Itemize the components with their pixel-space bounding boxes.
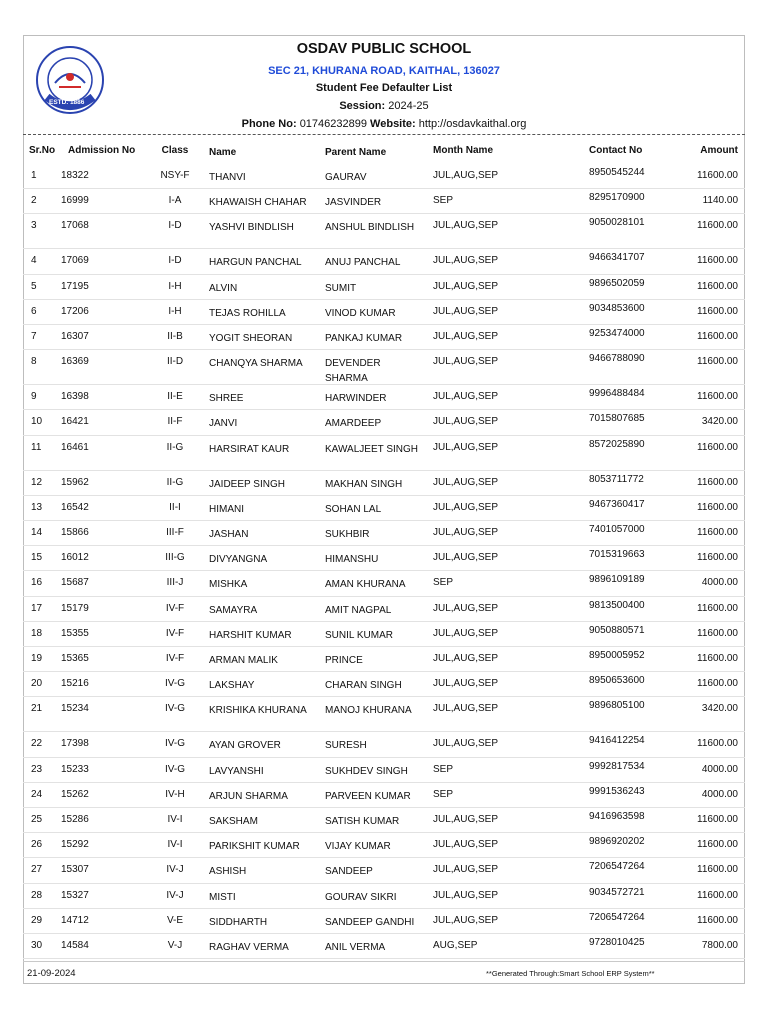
cell-name: JAIDEEP SINGH: [209, 478, 285, 490]
cell-sr: 8: [31, 356, 37, 368]
cell-adm: 14712: [61, 914, 89, 926]
cell-sr: 1: [31, 170, 37, 181]
cell-parent: SUKHDEV SINGH: [325, 765, 408, 777]
cell-sr: 5: [31, 280, 37, 292]
cell-parent: GAURAV: [325, 172, 367, 183]
cell-sr: 2: [31, 195, 37, 207]
cell-amount: 11600.00: [697, 678, 738, 690]
cell-amount: 1140.00: [702, 195, 738, 207]
cell-month: JUL,AUG,SEP: [433, 653, 499, 664]
table-row: [23, 884, 745, 909]
cell-name: ALVIN: [209, 282, 238, 294]
cell-name: PARIKSHIT KUMAR: [209, 841, 300, 853]
table-row: [23, 385, 745, 410]
cell-name: MISHKA: [209, 579, 248, 591]
cell-adm: 16421: [61, 416, 89, 428]
cell-cls: II-D: [166, 356, 184, 368]
cell-contact: 9416963598: [589, 811, 645, 822]
cell-name: JANVI: [209, 418, 238, 430]
cell-name: SAMAYRA: [209, 604, 258, 616]
cell-contact: 8295170900: [589, 192, 645, 204]
cell-parent: HIMANSHU: [325, 554, 379, 566]
cell-cls: II-G: [166, 476, 184, 488]
cell-parent: VINOD KUMAR: [325, 307, 396, 319]
cell-amount: 11600.00: [697, 552, 738, 564]
cell-adm: 15216: [61, 678, 89, 690]
cell-sr: 11: [31, 441, 42, 453]
cell-sr: 10: [31, 416, 43, 428]
cell-amount: 11600.00: [697, 356, 738, 368]
cell-parent: ANIL VERMA: [325, 942, 386, 953]
cell-contact: 7206547264: [589, 911, 645, 923]
cell-sr: 23: [31, 763, 43, 775]
cell-adm: 16398: [61, 391, 89, 403]
cell-adm: 15962: [61, 476, 89, 488]
cell-parent: HARWINDER: [325, 393, 387, 405]
phone-label: Phone No:: [241, 118, 297, 130]
cell-cls: IV-G: [164, 738, 185, 750]
cell-name: MISTI: [209, 891, 236, 903]
cell-contact: 7206547264: [589, 861, 645, 873]
cell-amount: 11600.00: [697, 255, 738, 267]
cell-amount: 3420.00: [701, 416, 738, 428]
cell-sr: 19: [31, 653, 43, 664]
table-row: [23, 471, 745, 496]
cell-cls: IV-F: [165, 602, 185, 614]
cell-parent: ANSHUL BINDLISH: [325, 222, 415, 234]
cell-adm: 17398: [61, 738, 89, 750]
cell-contact: 9991536243: [589, 785, 645, 797]
cell-cls: II-F: [167, 416, 183, 428]
cell-sr: 14: [31, 527, 43, 538]
session-value: 2024-25: [388, 100, 429, 112]
cell-cls: I-D: [168, 255, 182, 267]
cell-contact: 9813500400: [589, 599, 645, 611]
cell-adm: 16012: [61, 552, 89, 564]
cell-month: JUL,AUG,SEP: [433, 552, 499, 564]
contact-line: [23, 118, 745, 130]
col-header-contact: Contact No: [589, 145, 643, 156]
cell-amount: 11600.00: [697, 441, 738, 453]
cell-sr: 25: [31, 814, 43, 825]
cell-month: JUL,AUG,SEP: [433, 602, 499, 614]
col-header-month: Month Name: [433, 145, 493, 156]
cell-parent: MANOJ KHURANA: [325, 705, 412, 717]
cell-name: YASHVI BINDLISH: [209, 222, 294, 234]
cell-name: TEJAS ROHILLA: [209, 307, 286, 319]
table-row: [23, 783, 745, 808]
cell-cls: II-E: [167, 391, 183, 403]
cell-name: JASHAN: [209, 529, 249, 540]
cell-parent: JASVINDER: [325, 197, 382, 209]
cell-month: JUL,AUG,SEP: [433, 814, 499, 825]
cell-name: ARMAN MALIK: [209, 655, 278, 666]
cell-sr: 24: [31, 788, 43, 800]
table-row: [23, 571, 745, 596]
table-row: [23, 697, 745, 732]
table-row: [23, 647, 745, 672]
cell-name: LAVYANSHI: [209, 765, 264, 777]
cell-parent: SATISH KUMAR: [325, 816, 400, 827]
cell-adm: 15327: [61, 889, 89, 901]
cell-month: SEP: [433, 577, 454, 589]
cell-cls: III-G: [165, 552, 185, 564]
cell-month: JUL,AUG,SEP: [433, 255, 499, 267]
cell-contact: 9050028101: [589, 217, 645, 229]
cell-month: JUL,AUG,SEP: [433, 416, 499, 428]
cell-sr: 29: [31, 914, 43, 926]
table-row: [23, 350, 745, 385]
table-row: [23, 249, 745, 274]
cell-amount: 4000.00: [701, 763, 738, 775]
table-row: [23, 521, 745, 546]
cell-parent: ANUJ PANCHAL: [325, 257, 401, 269]
school-address: SEC 21, KHURANA ROAD, KAITHAL, 136027: [268, 65, 500, 77]
cell-sr: 7: [31, 331, 37, 342]
cell-adm: 15355: [61, 627, 89, 639]
cell-sr: 6: [31, 305, 37, 317]
cell-month: JUL,AUG,SEP: [433, 476, 499, 488]
table-row: [23, 300, 745, 325]
cell-amount: 4000.00: [701, 577, 738, 589]
cell-adm: 15179: [61, 602, 89, 614]
cell-amount: 11600.00: [697, 653, 738, 664]
cell-parent: PRINCE: [325, 655, 363, 666]
table-header: [23, 145, 745, 159]
cell-month: SEP: [433, 195, 454, 207]
cell-contact: 9728010425: [589, 937, 645, 948]
table-row: [23, 732, 745, 757]
cell-name: ARJUN SHARMA: [209, 790, 288, 802]
cell-sr: 22: [31, 738, 43, 750]
cell-sr: 18: [31, 627, 43, 639]
session-line: [23, 100, 745, 112]
cell-parent: SURESH: [325, 740, 367, 752]
cell-adm: 16369: [61, 356, 89, 368]
cell-contact: 7015807685: [589, 413, 645, 425]
cell-cls: III-F: [166, 527, 184, 538]
table-row: [23, 758, 745, 783]
cell-parent: MAKHAN SINGH: [325, 478, 403, 490]
cell-adm: 17069: [61, 255, 89, 267]
cell-name: KRISHIKA KHURANA: [209, 705, 307, 717]
cell-cls: IV-I: [167, 839, 183, 851]
cell-name: DIVYANGNA: [209, 554, 268, 566]
cell-contact: 9896502059: [589, 277, 645, 289]
cell-adm: 15687: [61, 577, 89, 589]
cell-adm: 15866: [61, 527, 89, 538]
cell-month: JUL,AUG,SEP: [433, 627, 499, 639]
cell-parent: SUMIT: [325, 282, 357, 294]
cell-amount: 3420.00: [701, 703, 738, 715]
cell-adm: 16307: [61, 331, 89, 342]
cell-month: JUL,AUG,SEP: [433, 914, 499, 926]
cell-adm: 14584: [61, 940, 89, 951]
cell-month: JUL,AUG,SEP: [433, 501, 499, 513]
cell-sr: 27: [31, 864, 43, 876]
cell-contact: 9466341707: [589, 252, 645, 264]
session-label: Session:: [339, 100, 386, 112]
cell-name: SIDDHARTH: [209, 916, 268, 928]
table-row: [23, 164, 745, 189]
cell-month: JUL,AUG,SEP: [433, 678, 499, 690]
cell-month: JUL,AUG,SEP: [433, 889, 499, 901]
cell-cls: IV-G: [164, 678, 185, 690]
cell-month: SEP: [433, 788, 454, 800]
website-label: Website:: [370, 118, 416, 130]
cell-cls: IV-F: [165, 627, 185, 639]
footer-divider: [23, 961, 745, 962]
cell-adm: 15234: [61, 703, 89, 715]
cell-parent: DEVENDER SHARMA: [325, 358, 381, 385]
cell-amount: 11600.00: [697, 602, 738, 614]
cell-contact: 7015319663: [589, 549, 645, 561]
cell-amount: 7800.00: [701, 940, 738, 951]
col-header-admission: Admission No: [68, 145, 136, 156]
cell-month: JUL,AUG,SEP: [433, 441, 499, 453]
cell-parent: KAWALJEET SINGH: [325, 443, 418, 455]
header-divider: [23, 134, 745, 135]
cell-amount: 11600.00: [697, 305, 738, 317]
table-row: [23, 275, 745, 300]
cell-adm: 17068: [61, 220, 89, 232]
cell-amount: 11600.00: [697, 170, 738, 181]
cell-name: HARGUN PANCHAL: [209, 257, 302, 269]
cell-adm: 15365: [61, 653, 89, 664]
cell-amount: 11600.00: [697, 331, 738, 342]
table-row: [23, 858, 745, 883]
cell-sr: 30: [31, 940, 43, 951]
cell-contact: 9896805100: [589, 700, 645, 712]
cell-cls: IV-J: [166, 889, 184, 901]
cell-parent: SANDEEP GANDHI: [325, 916, 415, 928]
cell-parent: AMIT NAGPAL: [325, 604, 392, 616]
cell-name: THANVI: [209, 172, 246, 183]
cell-cls: NSY-F: [160, 170, 190, 181]
cell-name: ASHISH: [209, 866, 247, 878]
cell-cls: I-A: [168, 195, 182, 207]
cell-name: YOGIT SHEORAN: [209, 333, 293, 344]
cell-name: KHAWAISH CHAHAR: [209, 197, 307, 209]
cell-parent: SUKHBIR: [325, 529, 370, 540]
table-row: [23, 597, 745, 622]
cell-cls: V-E: [166, 914, 184, 926]
cell-amount: 11600.00: [697, 501, 738, 513]
cell-month: JUL,AUG,SEP: [433, 864, 499, 876]
cell-adm: 17206: [61, 305, 89, 317]
cell-contact: 9996488484: [589, 388, 645, 400]
cell-parent: SUNIL KUMAR: [325, 629, 393, 641]
cell-contact: 9034572721: [589, 886, 645, 898]
cell-cls: I-H: [168, 305, 182, 317]
table-row: [23, 410, 745, 435]
logo-estd: ESTD. 1886: [49, 99, 85, 106]
cell-contact: 9896109189: [589, 574, 645, 586]
cell-cls: I-D: [168, 220, 182, 232]
cell-month: JUL,AUG,SEP: [433, 220, 499, 232]
cell-amount: 11600.00: [697, 220, 738, 232]
cell-parent: AMAN KHURANA: [325, 579, 406, 591]
cell-parent: PARVEEN KUMAR: [325, 790, 411, 802]
table-row: [23, 808, 745, 833]
cell-sr: 17: [31, 602, 43, 614]
col-header-name: Name: [209, 147, 237, 158]
cell-amount: 11600.00: [697, 627, 738, 639]
cell-contact: 8053711772: [589, 473, 644, 485]
footer-generated: **Generated Through:Smart School ERP System**: [486, 969, 655, 978]
cell-amount: 11600.00: [697, 527, 738, 538]
cell-month: JUL,AUG,SEP: [433, 703, 499, 715]
cell-adm: 16999: [61, 195, 89, 207]
cell-parent: SOHAN LAL: [325, 503, 382, 515]
cell-adm: 17195: [61, 280, 89, 292]
cell-month: JUL,AUG,SEP: [433, 170, 499, 181]
table-row: [23, 546, 745, 571]
cell-cls: II-I: [169, 501, 181, 513]
cell-month: JUL,AUG,SEP: [433, 305, 499, 317]
table-row: [23, 496, 745, 521]
cell-parent: VIJAY KUMAR: [325, 841, 391, 853]
cell-cls: IV-G: [164, 703, 185, 715]
cell-amount: 11600.00: [697, 738, 738, 750]
cell-sr: 26: [31, 839, 43, 851]
cell-amount: 11600.00: [697, 864, 738, 876]
cell-amount: 11600.00: [697, 839, 738, 851]
cell-month: JUL,AUG,SEP: [433, 356, 499, 368]
cell-sr: 16: [31, 577, 43, 589]
cell-amount: 11600.00: [697, 391, 738, 403]
cell-contact: 9896920202: [589, 836, 645, 848]
cell-sr: 15: [31, 552, 43, 564]
cell-month: SEP: [433, 763, 454, 775]
cell-sr: 12: [31, 476, 43, 488]
cell-month: JUL,AUG,SEP: [433, 331, 499, 342]
cell-month: JUL,AUG,SEP: [433, 527, 499, 538]
cell-name: HARSHIT KUMAR: [209, 629, 292, 641]
cell-contact: 9992817534: [589, 760, 645, 772]
cell-contact: 8950005952: [589, 650, 645, 661]
cell-month: JUL,AUG,SEP: [433, 391, 499, 403]
cell-amount: 11600.00: [697, 280, 738, 292]
cell-parent: GOURAV SIKRI: [325, 891, 397, 903]
table-row: [23, 436, 745, 471]
cell-adm: 15262: [61, 788, 89, 800]
cell-name: HIMANI: [209, 503, 244, 515]
cell-amount: 4000.00: [701, 788, 738, 800]
cell-parent: CHARAN SINGH: [325, 680, 402, 692]
cell-contact: 9416412254: [589, 735, 645, 747]
cell-sr: 13: [31, 501, 43, 513]
cell-name: AYAN GROVER: [209, 740, 281, 752]
cell-sr: 20: [31, 678, 43, 690]
website-value: http://osdavkaithal.org: [418, 118, 527, 130]
cell-amount: 11600.00: [697, 889, 738, 901]
cell-sr: 4: [31, 255, 37, 267]
cell-adm: 16461: [61, 441, 89, 453]
cell-contact: 9466788090: [589, 353, 645, 365]
cell-contact: 9050880571: [589, 624, 645, 636]
report-title: Student Fee Defaulter List: [315, 82, 453, 94]
cell-name: LAKSHAY: [209, 680, 255, 692]
cell-month: JUL,AUG,SEP: [433, 839, 499, 851]
cell-contact: 9034853600: [589, 302, 645, 314]
cell-contact: 8572025890: [589, 438, 645, 450]
cell-contact: 7401057000: [589, 524, 645, 535]
cell-adm: 18322: [61, 170, 89, 181]
cell-name: CHANQYA SHARMA: [209, 358, 303, 370]
col-header-class: Class: [161, 145, 189, 156]
col-header-parent: Parent Name: [325, 147, 387, 158]
footer-date: 21-09-2024: [27, 968, 76, 979]
cell-month: JUL,AUG,SEP: [433, 738, 499, 750]
table-row: [23, 622, 745, 647]
cell-adm: 15286: [61, 814, 89, 825]
cell-sr: 9: [31, 391, 37, 403]
cell-month: AUG,SEP: [433, 940, 478, 951]
table-row: [23, 909, 745, 934]
school-name: OSDAV PUBLIC SCHOOL: [296, 41, 472, 57]
cell-parent: AMARDEEP: [325, 418, 382, 430]
cell-sr: 28: [31, 889, 43, 901]
cell-contact: 8950653600: [589, 675, 645, 687]
col-header-srno: Sr.No: [29, 145, 56, 156]
cell-cls: IV-H: [165, 788, 185, 800]
cell-amount: 11600.00: [697, 814, 738, 825]
cell-name: RAGHAV VERMA: [209, 942, 289, 953]
cell-parent: PANKAJ KUMAR: [325, 333, 403, 344]
cell-cls: II-B: [167, 331, 183, 342]
phone-value: 01746232899: [299, 118, 367, 130]
cell-contact: 9253474000: [589, 328, 645, 339]
cell-contact: 8950545244: [589, 167, 645, 178]
table-row: [23, 189, 745, 214]
cell-adm: 15292: [61, 839, 89, 851]
cell-month: JUL,AUG,SEP: [433, 280, 499, 292]
cell-sr: 3: [31, 220, 37, 232]
cell-cls: IV-F: [165, 653, 185, 664]
cell-cls: IV-I: [167, 814, 183, 825]
cell-cls: IV-G: [164, 763, 185, 775]
cell-amount: 11600.00: [697, 476, 738, 488]
table-row: [23, 934, 745, 959]
cell-contact: 9467360417: [589, 498, 645, 510]
col-header-amount: Amount: [700, 145, 738, 156]
cell-name: HARSIRAT KAUR: [209, 443, 290, 455]
table-row: [23, 672, 745, 697]
cell-parent: SANDEEP: [325, 866, 373, 878]
cell-name: SAKSHAM: [209, 816, 258, 827]
cell-sr: 21: [31, 703, 43, 715]
table-row: [23, 214, 745, 249]
cell-cls: III-J: [166, 577, 184, 589]
cell-name: SHREE: [209, 393, 244, 405]
cell-adm: 15307: [61, 864, 89, 876]
table-row: [23, 325, 745, 350]
cell-amount: 11600.00: [697, 914, 738, 926]
cell-cls: II-G: [166, 441, 184, 453]
cell-cls: V-J: [167, 940, 183, 951]
cell-cls: I-H: [168, 280, 182, 292]
cell-cls: IV-J: [166, 864, 184, 876]
cell-adm: 15233: [61, 763, 89, 775]
cell-adm: 16542: [61, 501, 89, 513]
table-row: [23, 833, 745, 858]
